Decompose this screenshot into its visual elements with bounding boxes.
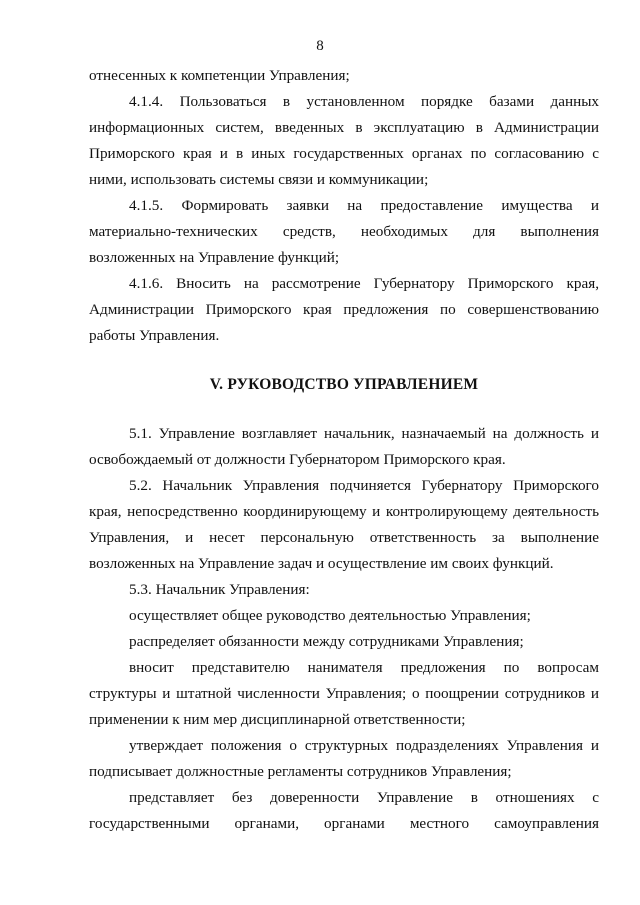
duty-general-management: осуществляет общее руководство деятельностью Управления; xyxy=(129,607,531,624)
duty-approve-regulations: утверждает положения о структурных подразделениях Управления и подписывает должностные регламенты сотрудников Управления; xyxy=(89,737,599,780)
duty-distribute-responsibilities: распределяет обязанности между сотрудниками Управления; xyxy=(129,633,524,650)
paragraph-5-2: 5.2. Начальник Управления подчиняется Губернатору Приморского края, непосредственно координирующему и контролирующему деятельность Управления, и несет персональную ответственность за выполнение возложенных на Управление задач и осуществление им своих функций. xyxy=(89,477,599,572)
paragraph-5-1: 5.1. Управление возглавляет начальник, назначаемый на должность и освобождаемый от должности Губернатором Приморского края. xyxy=(89,425,599,468)
paragraph-4-1-6: 4.1.6. Вносить на рассмотрение Губернатору Приморского края, Администрации Приморского края предложения по совершенствованию работы Управления. xyxy=(89,275,599,344)
page-number: 8 xyxy=(316,38,324,54)
paragraph-4-1-5: 4.1.5. Формировать заявки на предоставление имущества и материально-технических средств, необходимых для выполнения возложенных на Управление функций; xyxy=(89,197,599,266)
paragraph-4-1-4: 4.1.4. Пользоваться в установленном порядке базами данных информационных систем, введенных в эксплуатацию в Администрации Приморского края и в иных государственных органах по согласованию с ними, использовать системы связи и коммуникации; xyxy=(89,93,599,188)
duty-represent-management: представляет без доверенности Управление в отношениях с государственными органами, органами местного самоуправления xyxy=(89,789,599,832)
paragraph-5-3: 5.3. Начальник Управления: xyxy=(129,581,310,598)
duty-staffing-proposals: вносит представителю нанимателя предложения по вопросам структуры и штатной численности Управления; о поощрении сотрудников и применении к ним мер дисциплинарной ответственности; xyxy=(89,659,599,728)
paragraph-continuation: отнесенных к компетенции Управления; xyxy=(89,67,350,84)
document-body xyxy=(89,63,599,837)
section-heading: V. РУКОВОДСТВО УПРАВЛЕНИЕМ xyxy=(209,376,479,393)
